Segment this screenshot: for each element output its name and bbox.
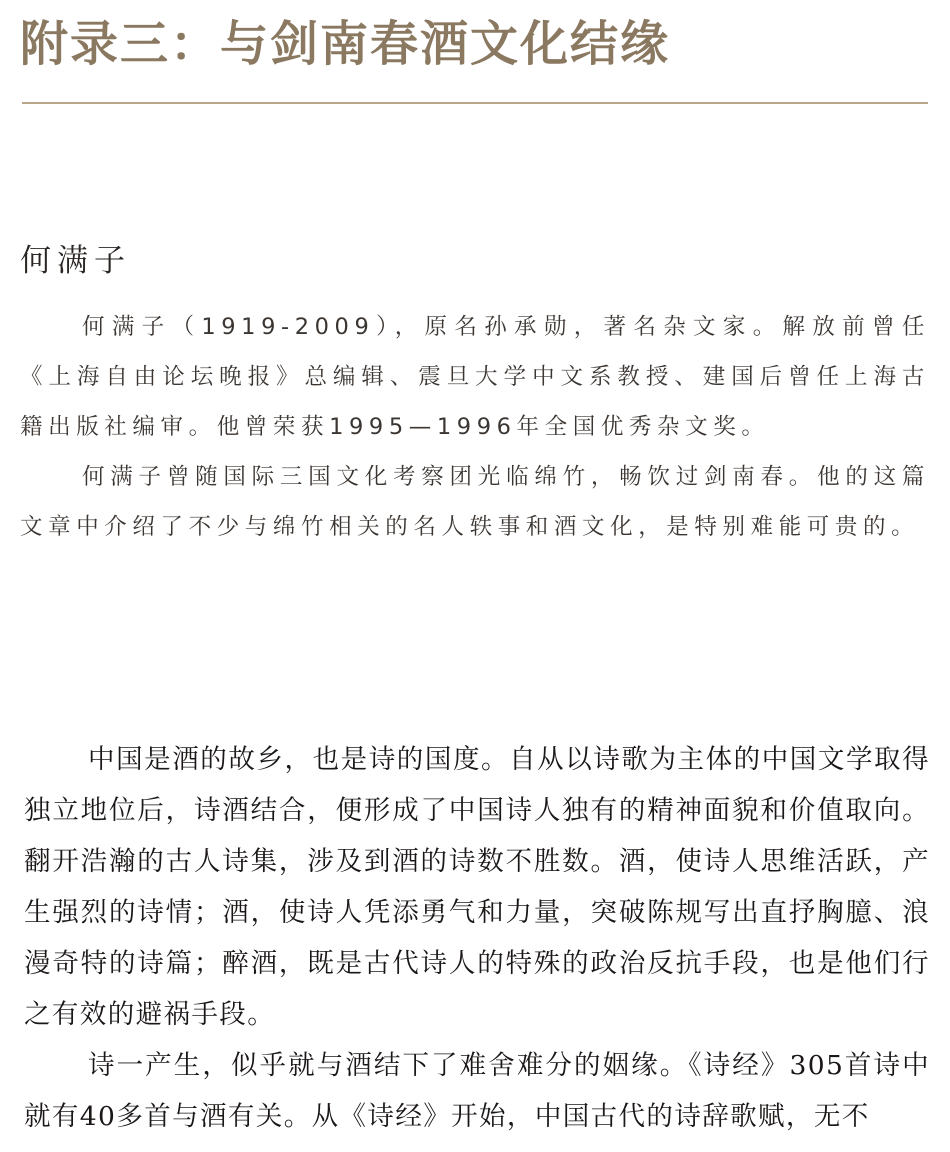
essay-paragraph: 中国是酒的故乡，也是诗的国度。自从以诗歌为主体的中国文学取得独立地位后，诗酒结合，便形成了中国诗人独有的精神面貌和价值取向。 翻开浩瀚的古人诗集，涉及到酒的诗数不胜数。酒，使诗人思维活跃，产生强烈的诗情；酒，使诗人凭添勇气和力量，突破陈规写出直抒胸臆、浪漫奇特的诗篇；醉酒，既是古代诗人的特殊的政治反抗手段，也是他们行之有效的避祸手段。 xyxy=(24,744,930,1030)
author-section xyxy=(20,240,930,552)
bio-paragraph: 何满子曾随国际三国文化考察团光临绵竹，畅饮过剑南春。他的这篇文章中介绍了不少与绵竹相关的名人轶事和酒文化，是特别难能可贵的。 xyxy=(20,464,930,540)
bio-paragraph: 何满子（1919-2009），原名孙承勋，著名杂文家。解放前曾任《上海自由论坛晚报》总编辑、震旦大学中文系教授、建国后曾任上海古籍出版社编审。他曾荣获1995—1996年全国优秀杂文奖。 xyxy=(20,314,930,440)
essay-paragraph: 诗一产生，似乎就与酒结下了难舍难分的姻缘。《诗经》305首诗中就有40多首与酒有关。从《诗经》开始，中国古代的诗辞歌赋，无不 xyxy=(24,1050,930,1132)
author-bio xyxy=(20,302,930,552)
author-name: 何满子 xyxy=(20,243,131,279)
page-header xyxy=(20,12,930,76)
page-title: 附录三：与剑南春酒文化结缘 xyxy=(20,16,671,72)
header-divider xyxy=(22,102,928,104)
essay-body xyxy=(24,734,930,1142)
